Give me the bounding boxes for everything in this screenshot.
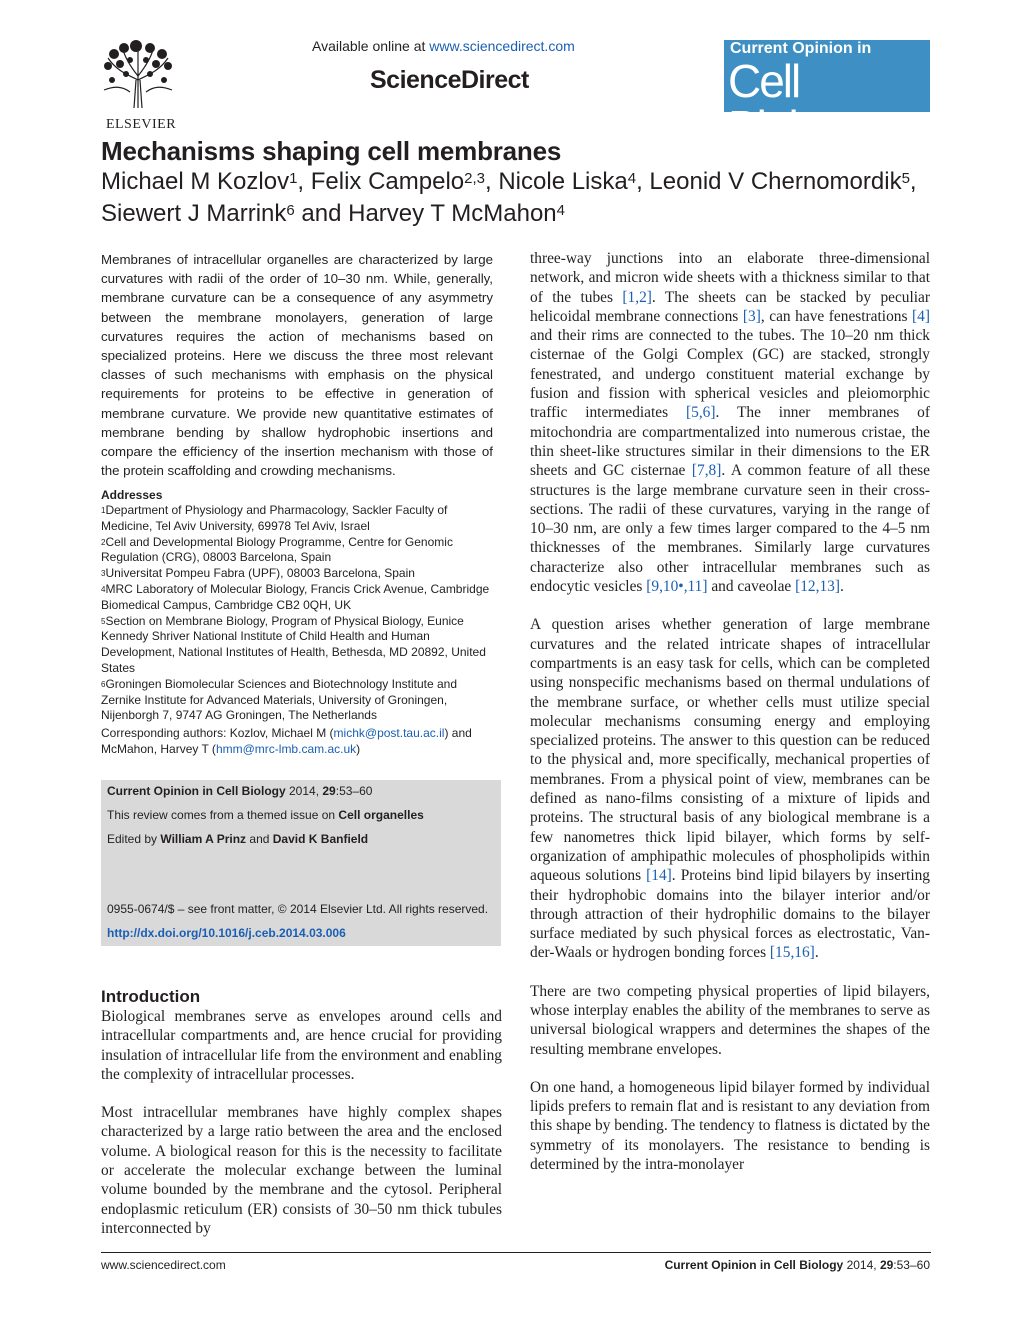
- email-link-kozlov[interactable]: michk@post.tau.ac.il: [333, 726, 445, 740]
- author-separator: ,: [297, 168, 311, 195]
- address-text: Section on Membrane Biology, Program of Physical Biology, Eunice Kennedy Shriver National Institute of Child Health and Human Development, National Institutes of Health, Bethesda, MD 20892, United States: [101, 613, 486, 675]
- address-text: Universitat Pompeu Fabra (UPF), 08003 Barcelona, Spain: [105, 566, 415, 581]
- article-title: Mechanisms shaping cell membranes: [101, 136, 562, 166]
- elsevier-logo: [100, 40, 182, 130]
- author-name: Leonid V Chernomordik: [649, 168, 902, 195]
- journal-logo: [724, 40, 930, 153]
- email-link-mcmahon[interactable]: hmm@mrc-lmb.cam.ac.uk: [215, 742, 357, 756]
- address-item: [101, 582, 493, 614]
- citation-journal: Current Opinion in Cell Biology: [107, 784, 286, 798]
- author-affiliation-marker: 1: [289, 170, 298, 187]
- reference-link[interactable]: [3]: [742, 307, 761, 325]
- left-body-text: [101, 1007, 502, 1257]
- author-name: Michael M Kozlov: [101, 168, 290, 195]
- address-item: [101, 566, 493, 582]
- right-paragraph-3: There are two competing physical properties of lipid bilayers, whose interplay enables the ability of the membranes to serve as universal biological wrappers and determines the shapes of the resulting membrane envelopes.: [530, 982, 930, 1058]
- citation-pages: :53–60: [335, 784, 373, 798]
- body-text-segment: . The inner membranes of mitochondria are compartmentalized into numerous cristae, the thin sheet-like structures similar in their dimensions to the ER sheets and GC cisternae: [530, 404, 930, 480]
- sciencedirect-link[interactable]: www.sciencedirect.com: [429, 38, 575, 54]
- footer-citation: [665, 1258, 930, 1272]
- addresses-heading: Addresses: [101, 488, 163, 502]
- reference-link[interactable]: [9,10•,11]: [646, 578, 708, 596]
- issue-prefix: This review comes from a themed issue on: [107, 808, 339, 822]
- corr-prefix: Corresponding authors: Kozlov, Michael M (: [101, 726, 334, 740]
- address-number: 2: [101, 537, 106, 547]
- address-text: MRC Laboratory of Molecular Biology, Francis Crick Avenue, Cambridge Biomedical Campus, Cambridge CB2 0QH, UK: [101, 581, 490, 612]
- author-separator: and: [294, 200, 349, 227]
- article-info-box: [101, 780, 501, 946]
- address-number: 3: [101, 569, 106, 579]
- author-affiliation-marker: 6: [286, 202, 295, 219]
- reference-link[interactable]: [5,6]: [686, 404, 716, 422]
- reference-link[interactable]: [15,16]: [769, 944, 815, 962]
- author-name: Felix Campelo: [310, 168, 465, 195]
- address-number: 6: [101, 679, 106, 689]
- edited-and: and: [246, 832, 273, 846]
- author-list: [101, 166, 941, 230]
- reference-link[interactable]: [4]: [912, 307, 930, 325]
- issue-name: Cell organelles: [338, 808, 424, 822]
- author-separator: ,: [909, 168, 917, 195]
- editor-2: David K Banfield: [272, 832, 369, 846]
- author-affiliation-marker: 2,3: [464, 170, 485, 187]
- reference-link[interactable]: [12,13]: [795, 578, 840, 596]
- doi-link[interactable]: http://dx.doi.org/10.1016/j.ceb.2014.03.006: [107, 926, 346, 940]
- author-affiliation-marker: 4: [556, 202, 565, 219]
- footer-year: 2014,: [843, 1258, 880, 1272]
- address-item: [101, 503, 493, 535]
- elsevier-wordmark: ELSEVIER: [105, 117, 177, 132]
- footer-volume: 29: [879, 1258, 894, 1272]
- reference-link[interactable]: [1,2]: [622, 288, 652, 306]
- editors-line: [107, 832, 368, 846]
- citation-volume: 29: [322, 784, 336, 798]
- abstract: Membranes of intracellular organelles are characterized by large curvatures with radii of the order of 10–30 nm. While, generally, membrane curvature can be a consequence of any asymmetry between the membrane monolayers, generation of large curvatures requires the action of mechanisms based on specialized proteins. Here we discuss the three most relevant classes of such mechanisms with emphasis on the physical requirements for proteins to be effective in generation of membrane curvature. We provide new quantitative estimates of membrane bending by shallow hydrophobic insertions and compare the efficiency of the insertion mechanism with those of the protein scaffolding and crowding mechanisms.: [101, 252, 493, 479]
- edited-prefix: Edited by: [107, 832, 161, 846]
- body-text-segment: and caveolae: [707, 578, 796, 596]
- author-separator: ,: [485, 168, 499, 195]
- themed-issue-line: [107, 808, 424, 822]
- right-paragraph-1: [530, 249, 930, 596]
- body-text-segment: . A common feature of all these structures is the large membrane curvature seen in their cross-sections. The radii of these curvatures, varying in the range of 10–30 nm, are only a few times larger compared to the 4–5 nm thicknesses of the membranes. Similarly large curvatures characterize also other intracellular membranes such as endocytic vesicles: [530, 462, 930, 596]
- reference-link[interactable]: [7,8]: [691, 462, 722, 480]
- body-text-segment: , can have fenestrations: [760, 307, 913, 325]
- body-text-segment: A question arises whether generation of large membrane curvatures and the related intricate shapes of intracellular compartments is an easy task for cells, which can be completed using nonspecific mechanisms based on thermal undulations of the membrane surface, or whether cells must utilize special molecular mechanisms consuming energy and employing specialized proteins. The answer to this question can be reduced to the physical and, more specifically, mechanical properties of membranes. From a physical point of view, membranes can be defined as nano-films consisting of a mixture of lipids and proteins. The structural basis of any biological membrane is a few nanometres thick lipid bilayer, which forms by self-organization of amphipathic molecules of phospholipids within aqueous solutions: [530, 616, 930, 885]
- corr-suffix: ): [356, 742, 361, 756]
- elsevier-tree-icon: [100, 40, 176, 110]
- citation-year: 2014,: [285, 784, 323, 798]
- footer-divider: [101, 1252, 931, 1253]
- doi-line: [107, 926, 346, 940]
- address-text: Groningen Biomolecular Sciences and Biotechnology Institute and Zernike Institute for Advanced Materials, University of Groningen, Nijenborgh 7, 9747 AG Groningen, The Netherlands: [101, 676, 458, 723]
- reference-link[interactable]: [14]: [646, 867, 672, 885]
- author-affiliation-marker: 4: [627, 170, 637, 187]
- author-name: Siewert J Marrink: [101, 200, 287, 227]
- author-name: Nicole Liska: [498, 168, 628, 195]
- footer-journal: Current Opinion in Cell Biology: [664, 1258, 844, 1272]
- address-number: 1: [101, 506, 106, 515]
- copyright-line: 0955-0674/$ – see front matter, © 2014 Elsevier Ltd. All rights reserved.: [107, 902, 489, 916]
- right-body-text: [530, 249, 930, 1193]
- availability-line: [312, 38, 575, 54]
- author-name: Harvey T McMahon: [348, 200, 557, 227]
- body-text-segment: .: [839, 578, 844, 596]
- journal-logo-line1: Current Opinion in: [730, 40, 872, 57]
- editor-1: William A Prinz: [160, 832, 247, 846]
- availability-prefix: Available online at: [312, 38, 430, 54]
- corresponding-authors: [101, 725, 493, 757]
- address-number: 5: [101, 616, 106, 626]
- sciencedirect-logo: ScienceDirect: [370, 66, 529, 94]
- author-affiliation-marker: 5: [901, 170, 910, 187]
- address-item: [101, 677, 493, 724]
- body-text-segment: .: [814, 944, 819, 962]
- address-number: 4: [101, 584, 106, 594]
- introduction-heading: Introduction: [101, 987, 201, 1006]
- author-separator: ,: [636, 168, 650, 195]
- body-text-segment: and their rims are connected to the tubes. The 10–20 nm thick cisternae of the Golgi Complex (GC) are stacked, strongly fenestrated, and undergo constituent material exchange by fusion and fission with spherical vesicles and pleiomorphic traffic intermediates: [530, 327, 930, 422]
- right-paragraph-4: On one hand, a homogeneous lipid bilayer formed by individual lipids prefers to remain flat and is resistant to any deviation from this shape by bending. The tendency to flatness is dictated by the symmetry of its monolayers. The resistance to bending is determined by the intra-monolayer: [530, 1078, 930, 1174]
- right-paragraph-2: [530, 615, 930, 962]
- journal-logo-line2: Cell Biology: [728, 55, 865, 153]
- address-text: Department of Physiology and Pharmacology, Sackler Faculty of Medicine, Tel Aviv University, 69978 Tel Aviv, Israel: [101, 503, 448, 533]
- intro-paragraph-2: Most intracellular membranes have highly complex shapes characterized by a large ratio between the area and the enclosed volume. A biological reason for this is the necessity to facilitate or accelerate the molecular exchange between the luminal volume bounded by the membrane and the cytosol. Peripheral endoplasmic reticulum (ER) consists of 30–50 nm thick tubules interconnected by: [101, 1104, 502, 1237]
- address-item: [101, 535, 493, 567]
- body-text-segment: . Proteins bind lipid bilayers by inserting their hydrophobic domains into the bilayer interior and/or through attraction of their hydrophilic domains to the bilayer surface mediated by such physical forces as electrostatic, Van-der-Waals or hydrogen bonding forces: [530, 867, 930, 962]
- body-text-segment: . The sheets can be stacked by peculiar helicoidal membrane connections: [530, 288, 931, 325]
- corr-mid: ) and McMahon, Harvey T (: [101, 726, 472, 756]
- footer-url: www.sciencedirect.com: [101, 1258, 226, 1272]
- address-list: [101, 503, 493, 724]
- address-text: Cell and Developmental Biology Programme, Centre for Genomic Regulation (CRG), 08003 Barcelona, Spain: [101, 534, 453, 565]
- body-text-segment: three-way junctions into an elaborate three-dimensional network, and micron wide sheets with a thickness similar to that of the tubes: [530, 250, 930, 306]
- address-item: [101, 614, 493, 677]
- intro-paragraph-1: Biological membranes serve as envelopes around cells and intracellular compartments and, are hence crucial for providing insulation of intracellular life from the environment and enabling the complexity of intracellular processes.: [101, 1008, 502, 1083]
- citation-line: [107, 784, 372, 798]
- footer-pages: :53–60: [893, 1258, 930, 1272]
